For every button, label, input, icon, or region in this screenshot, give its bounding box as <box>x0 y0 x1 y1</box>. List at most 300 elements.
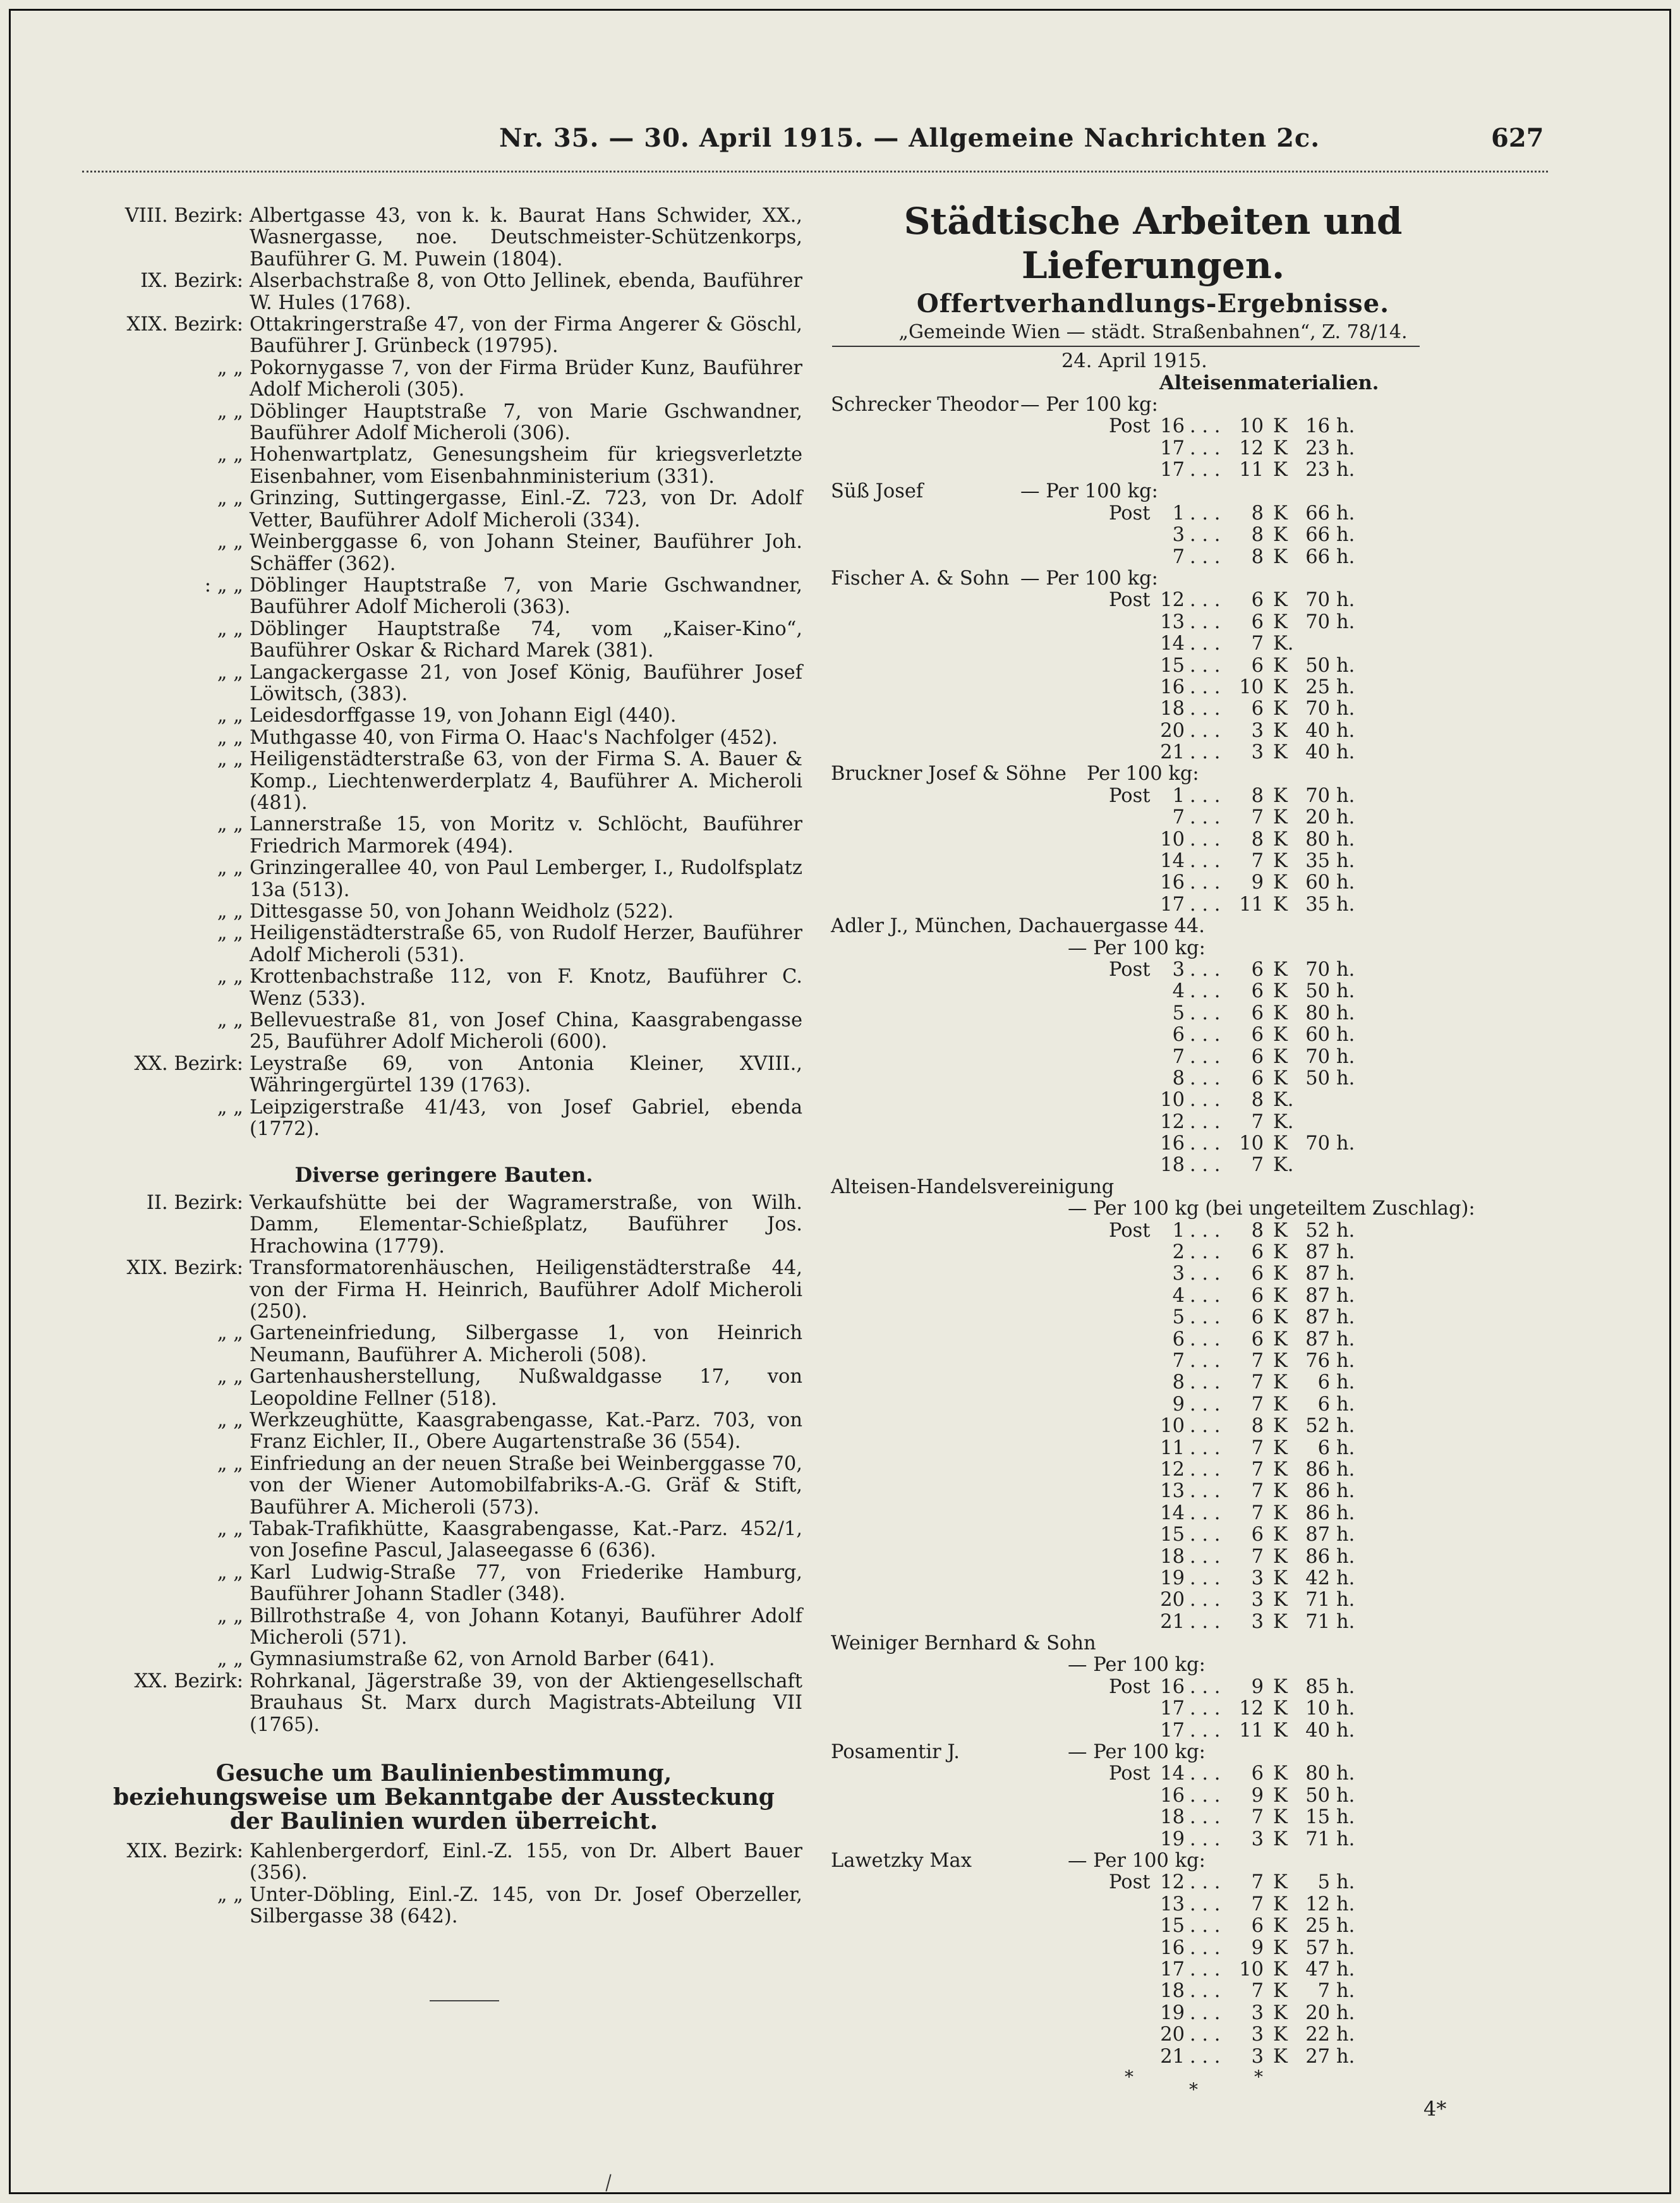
leader-dots: . . . <box>1190 415 1221 438</box>
price-unit: — Per 100 kg: <box>1068 1849 1206 1872</box>
firm-block <box>831 394 1475 482</box>
heller-unit: h. <box>1336 1958 1355 1981</box>
heller-value: 70 <box>1305 1045 1330 1068</box>
lot-number: 5 <box>1172 1002 1185 1024</box>
heller-unit: h. <box>1336 806 1355 829</box>
leader-dots: . . . <box>1190 1350 1221 1372</box>
leader-dots: . . . <box>1190 828 1221 851</box>
entry-text: Langackergasse 21, von Josef König, Bauführer Josef Löwitsch, (383). <box>250 661 802 705</box>
lot-number: 20 <box>1160 1589 1185 1611</box>
lot-number: 14 <box>1160 1502 1185 1524</box>
heller-unit: h. <box>1336 2045 1355 2068</box>
heller-unit: h. <box>1336 1936 1355 1959</box>
leader-dots: . . . <box>1190 719 1221 742</box>
kronen-unit: K. <box>1273 1089 1294 1112</box>
kronen-value: 6 <box>1251 1002 1264 1024</box>
heller-value: 86 <box>1305 1545 1330 1568</box>
heller-value: 87 <box>1305 1306 1330 1329</box>
heller-value: 57 <box>1305 1936 1330 1959</box>
kronen-value: 9 <box>1251 1784 1264 1807</box>
heller-value: 52 <box>1305 1415 1330 1438</box>
star-mark: * <box>1189 2079 1198 2100</box>
heller-value: 5 <box>1317 1871 1330 1894</box>
kronen-unit: K <box>1273 1436 1288 1459</box>
register-entry <box>85 923 802 966</box>
entry-text: Werkzeughütte, Kaasgrabengasse, Kat.-Parz. 703, von Franz Eichler, II., Obere Augartenstraße 36 (554). <box>250 1409 802 1453</box>
lot-number: 1 <box>1172 784 1185 807</box>
leader-dots: . . . <box>1190 1219 1221 1242</box>
entry-text: Alserbachstraße 8, von Otto Jellinek, ebenda, Bauführer W. Hules (1768). <box>250 270 802 314</box>
heller-value: 87 <box>1305 1284 1330 1307</box>
heller-value: 87 <box>1305 1524 1330 1546</box>
entry-text: Kahlenbergerdorf, Einl.-Z. 155, von Dr. Albert Bauer (356). <box>250 1840 802 1884</box>
kronen-value: 3 <box>1251 2001 1264 2024</box>
heller-value: 70 <box>1305 589 1330 612</box>
lot-number: 17 <box>1160 1697 1185 1720</box>
leader-dots: . . . <box>1190 1132 1221 1155</box>
kronen-value: 6 <box>1251 980 1264 1003</box>
column-end-rule <box>430 2000 499 2001</box>
leader-dots: . . . <box>1190 1675 1221 1698</box>
kronen-value: 8 <box>1251 784 1264 807</box>
kronen-unit: K <box>1273 1350 1288 1372</box>
leader-dots: . . . <box>1190 589 1221 612</box>
price-row <box>831 1372 1475 1393</box>
heller-unit: h. <box>1336 1763 1355 1785</box>
entry-district: VIII. Bezirk: <box>124 205 243 227</box>
heller-unit: h. <box>1336 1067 1355 1089</box>
kronen-value: 7 <box>1251 1545 1264 1568</box>
heller-value: 40 <box>1305 719 1330 742</box>
heller-unit: h. <box>1336 1784 1355 1807</box>
kronen-value: 7 <box>1251 1480 1264 1503</box>
leader-dots: . . . <box>1190 784 1221 807</box>
leader-dots: . . . <box>1190 958 1221 981</box>
register-entry <box>85 749 802 814</box>
lot-number: 6 <box>1172 1328 1185 1350</box>
sub-heading: Offertverhandlungs-Ergebnisse. <box>916 289 1390 319</box>
leader-dots: . . . <box>1190 1415 1221 1438</box>
price-row <box>831 1350 1475 1372</box>
kronen-unit: K <box>1273 437 1288 459</box>
lot-number: 20 <box>1160 719 1185 742</box>
entry-district: „ „ <box>217 661 243 684</box>
price-row <box>831 851 1475 872</box>
price-row <box>831 416 1475 437</box>
kronen-value: 11 <box>1239 1719 1264 1742</box>
heller-value: 70 <box>1305 610 1330 633</box>
leader-dots: . . . <box>1190 893 1221 916</box>
heller-unit: h. <box>1336 1263 1355 1285</box>
kronen-unit: K <box>1273 1915 1288 1938</box>
kronen-value: 7 <box>1251 806 1264 829</box>
entry-district: „ „ <box>217 1561 243 1584</box>
price-row <box>831 459 1475 481</box>
kronen-value: 9 <box>1251 1675 1264 1698</box>
heller-value: 35 <box>1305 850 1330 873</box>
price-row <box>831 525 1475 546</box>
entry-district: „ „ <box>217 1322 243 1345</box>
register-entry <box>85 1366 802 1410</box>
heller-value: 6 <box>1317 1393 1330 1416</box>
price-row <box>831 547 1475 568</box>
price-row <box>831 1459 1475 1481</box>
leader-dots: . . . <box>1190 1871 1221 1894</box>
lot-number: 16 <box>1160 871 1185 894</box>
lot-number: 7 <box>1172 1350 1185 1372</box>
leader-dots: . . . <box>1190 2045 1221 2068</box>
firm-block <box>831 568 1475 764</box>
kronen-unit: K. <box>1273 633 1294 655</box>
entry-district: IX. Bezirk: <box>140 270 243 293</box>
entry-district: „ „ <box>217 857 243 880</box>
kronen-value: 7 <box>1251 1502 1264 1524</box>
lot-number: 21 <box>1160 2045 1185 2068</box>
register-entry <box>85 619 802 662</box>
leader-dots: . . . <box>1190 1763 1221 1785</box>
kronen-value: 9 <box>1251 1936 1264 1959</box>
entry-district: „ „ <box>217 726 243 749</box>
entry-district: „ „ <box>217 748 243 771</box>
kronen-value: 7 <box>1251 1980 1264 2003</box>
heller-value: 40 <box>1305 1719 1330 1742</box>
heller-unit: h. <box>1336 676 1355 698</box>
price-unit: — Per 100 kg: <box>1020 567 1158 590</box>
lot-number: 21 <box>1160 741 1185 764</box>
firm-block <box>831 763 1475 916</box>
firm-head <box>831 568 1475 590</box>
kronen-unit: K <box>1273 1067 1288 1089</box>
kronen-unit: K <box>1273 719 1288 742</box>
register-entry <box>85 966 802 1010</box>
heller-value: 85 <box>1305 1675 1330 1698</box>
offer-results <box>831 394 1475 2068</box>
firm-head <box>831 1742 1475 1763</box>
price-row <box>831 2024 1475 2046</box>
post-label: Post <box>1109 589 1151 612</box>
heller-value: 20 <box>1305 2001 1330 2024</box>
kronen-unit: K <box>1273 676 1288 698</box>
entry-district: „ „ <box>217 922 243 945</box>
entry-text: Grinzing, Suttingergasse, Einl.-Z. 723, von Dr. Adolf Vetter, Bauführer Adolf Micheroli (334). <box>250 487 802 531</box>
heller-unit: h. <box>1336 784 1355 807</box>
entry-district: XIX. Bezirk: <box>126 313 243 336</box>
kronen-value: 3 <box>1251 2045 1264 2068</box>
heller-unit: h. <box>1336 545 1355 568</box>
kronen-value: 6 <box>1251 1915 1264 1938</box>
kronen-unit: K <box>1273 589 1288 612</box>
heller-value: 50 <box>1305 980 1330 1003</box>
register-entry <box>85 444 802 488</box>
price-row <box>831 1915 1475 1937</box>
leader-dots: . . . <box>1190 1480 1221 1503</box>
leader-dots: . . . <box>1190 1089 1221 1112</box>
reference-line: „Gemeinde Wien — städt. Straßenbahnen“, Z. 78/14. <box>898 321 1408 343</box>
leader-dots: . . . <box>1190 1284 1221 1307</box>
leader-dots: . . . <box>1190 2001 1221 2024</box>
firm-head <box>831 916 1475 937</box>
kronen-unit: K <box>1273 1045 1288 1068</box>
entry-district: XX. Bezirk: <box>134 1052 243 1075</box>
leader-dots: . . . <box>1190 1371 1221 1394</box>
heller-value: 22 <box>1305 2024 1330 2046</box>
lot-number: 2 <box>1172 1241 1185 1264</box>
firm-name: Alteisen-Handelsvereinigung <box>831 1175 1115 1198</box>
register-entry <box>85 705 802 727</box>
leader-dots: . . . <box>1190 1306 1221 1329</box>
kronen-unit: K <box>1273 1284 1288 1307</box>
register-entry <box>85 901 802 923</box>
lot-number: 12 <box>1160 1110 1185 1133</box>
price-row <box>831 720 1475 742</box>
leader-dots: . . . <box>1190 741 1221 764</box>
entry-text: Heiligenstädterstraße 63, von der Firma S. A. Bauer & Komp., Liechtenwerderplatz 4, Bauführer A. Micheroli (481). <box>250 748 802 814</box>
kronen-unit: K <box>1273 1132 1288 1155</box>
kronen-unit: K <box>1273 1458 1288 1481</box>
price-row <box>831 1242 1475 1263</box>
heller-value: 76 <box>1305 1350 1330 1372</box>
kronen-unit: K <box>1273 1306 1288 1329</box>
heller-unit: h. <box>1336 1132 1355 1155</box>
leader-dots: . . . <box>1190 1610 1221 1633</box>
kronen-unit: K <box>1273 741 1288 764</box>
price-row <box>831 1589 1475 1611</box>
price-row <box>831 1089 1475 1111</box>
leader-dots: . . . <box>1190 2024 1221 2046</box>
heller-unit: h. <box>1336 958 1355 981</box>
price-row <box>831 1155 1475 1176</box>
lot-number: 7 <box>1172 545 1185 568</box>
heller-value: 80 <box>1305 1002 1330 1024</box>
entry-text: Leystraße 69, von Antonia Kleiner, XVIII., Währingergürtel 139 (1763). <box>250 1052 802 1097</box>
heller-value: 47 <box>1305 1958 1330 1981</box>
firm-name: Fischer A. & Sohn <box>831 567 1010 590</box>
entry-text: Döblinger Hauptstraße 7, von Marie Gschwandner, Bauführer Adolf Micheroli (306). <box>250 400 802 445</box>
leader-dots: . . . <box>1190 1915 1221 1938</box>
price-unit: — Per 100 kg (bei ungeteiltem Zuschlag): <box>1068 1198 1475 1220</box>
price-row <box>831 1263 1475 1285</box>
entry-district: „ „ <box>217 444 243 466</box>
firm-block <box>831 1850 1475 2068</box>
building-lines-list <box>85 1841 802 1928</box>
lot-number: 17 <box>1160 1719 1185 1742</box>
post-label: Post <box>1109 1675 1151 1698</box>
entry-district: „ „ <box>217 901 243 923</box>
lot-number: 11 <box>1160 1436 1185 1459</box>
leader-dots: . . . <box>1190 1567 1221 1589</box>
heller-unit: h. <box>1336 1415 1355 1438</box>
lot-number: 17 <box>1160 1958 1185 1981</box>
register-entry <box>85 727 802 749</box>
heller-value: 6 <box>1317 1371 1330 1394</box>
heller-value: 20 <box>1305 806 1330 829</box>
heller-value: 66 <box>1305 502 1330 525</box>
entry-district: XIX. Bezirk: <box>126 1257 243 1280</box>
entry-district: „ „ <box>217 813 243 836</box>
entry-text: Lannerstraße 15, von Moritz v. Schlöcht, Bauführer Friedrich Marmorek (494). <box>250 813 802 858</box>
lot-number: 5 <box>1172 1306 1185 1329</box>
price-row <box>831 1481 1475 1502</box>
leader-dots: . . . <box>1190 1436 1221 1459</box>
leader-dots: . . . <box>1190 1697 1221 1720</box>
kronen-value: 6 <box>1251 1284 1264 1307</box>
kronen-unit: K <box>1273 828 1288 851</box>
kronen-value: 3 <box>1251 1828 1264 1850</box>
lot-number: 8 <box>1172 1067 1185 1089</box>
kronen-value: 6 <box>1251 654 1264 677</box>
kronen-unit: K <box>1273 1328 1288 1350</box>
lot-number: 13 <box>1160 1480 1185 1503</box>
kronen-value: 6 <box>1251 958 1264 981</box>
kronen-value: 6 <box>1251 1763 1264 1785</box>
heller-value: 86 <box>1305 1502 1330 1524</box>
price-unit: — Per 100 kg: <box>1068 1741 1206 1764</box>
kronen-unit: K <box>1273 545 1288 568</box>
price-row <box>831 829 1475 851</box>
star-mark: * <box>1254 2066 1263 2087</box>
firm-name: Lawetzky Max <box>831 1849 972 1872</box>
post-label: Post <box>1109 958 1151 981</box>
entry-district: „ „ <box>217 705 243 727</box>
kronen-value: 6 <box>1251 610 1264 633</box>
leader-dots: . . . <box>1190 1002 1221 1024</box>
firm-name: Schrecker Theodor <box>831 393 1019 416</box>
entry-district: „ „ <box>217 1009 243 1032</box>
entry-district: „ „ <box>217 400 243 423</box>
kronen-unit: K <box>1273 1893 1288 1915</box>
heller-unit: h. <box>1336 698 1355 720</box>
lot-number: 18 <box>1160 1806 1185 1829</box>
minor-buildings-list <box>85 1193 802 1736</box>
lot-number: 16 <box>1160 1784 1185 1807</box>
lot-number: 10 <box>1160 1415 1185 1438</box>
kronen-unit: K <box>1273 1524 1288 1546</box>
material-heading: Alteisenmaterialien. <box>1159 372 1379 395</box>
entry-district: : „ „ <box>204 574 243 597</box>
price-row <box>831 612 1475 633</box>
lot-number: 14 <box>1160 633 1185 655</box>
entry-text: Billrothstraße 4, von Johann Kotanyi, Bauführer Adolf Micheroli (571). <box>250 1605 802 1649</box>
register-entry <box>85 1010 802 1053</box>
heller-unit: h. <box>1336 1675 1355 1698</box>
kronen-unit: K <box>1273 1024 1288 1047</box>
price-row <box>831 677 1475 698</box>
price-row <box>831 633 1475 655</box>
building-permits-list <box>85 205 802 1140</box>
entry-district: „ „ <box>217 617 243 640</box>
heller-value: 23 <box>1305 458 1330 481</box>
heller-unit: h. <box>1336 1306 1355 1329</box>
heller-unit: h. <box>1336 719 1355 742</box>
entry-text: Dittesgasse 50, von Johann Weidholz (522). <box>250 901 674 923</box>
kronen-unit: K <box>1273 1545 1288 1568</box>
lot-number: 10 <box>1160 1089 1185 1112</box>
entry-text: Muthgasse 40, von Firma O. Haac's Nachfolger (452). <box>250 726 778 749</box>
kronen-unit: K <box>1273 2001 1288 2024</box>
price-row <box>831 1611 1475 1633</box>
price-row <box>831 438 1475 459</box>
kronen-value: 7 <box>1251 1350 1264 1372</box>
price-row <box>831 1220 1475 1242</box>
left-column <box>85 205 802 1928</box>
kronen-unit: K <box>1273 784 1288 807</box>
reference-rule <box>832 346 1420 347</box>
price-row <box>831 2046 1475 2068</box>
heller-unit: h. <box>1336 1024 1355 1047</box>
kronen-unit: K <box>1273 1480 1288 1503</box>
firm-head <box>831 394 1475 416</box>
price-row <box>831 698 1475 720</box>
register-entry <box>85 1671 802 1736</box>
kronen-value: 10 <box>1239 1958 1264 1981</box>
heller-value: 70 <box>1305 1132 1330 1155</box>
heller-unit: h. <box>1336 654 1355 677</box>
heller-unit: h. <box>1336 1241 1355 1264</box>
kronen-value: 7 <box>1251 1871 1264 1894</box>
kronen-value: 9 <box>1251 871 1264 894</box>
heller-value: 66 <box>1305 545 1330 568</box>
leader-dots: . . . <box>1190 980 1221 1003</box>
heller-unit: h. <box>1336 1567 1355 1589</box>
leader-dots: . . . <box>1190 1980 1221 2003</box>
lot-number: 18 <box>1160 1980 1185 2003</box>
price-row <box>831 1959 1475 1981</box>
leader-dots: . . . <box>1190 1524 1221 1546</box>
kronen-value: 3 <box>1251 2024 1264 2046</box>
heller-unit: h. <box>1336 1328 1355 1350</box>
price-row <box>831 1047 1475 1068</box>
price-row <box>831 1003 1475 1024</box>
kronen-value: 8 <box>1251 1089 1264 1112</box>
register-entry <box>85 1562 802 1606</box>
register-entry <box>85 358 802 401</box>
kronen-unit: K <box>1273 850 1288 873</box>
lot-number: 1 <box>1172 1219 1185 1242</box>
post-label: Post <box>1109 784 1151 807</box>
price-row <box>831 872 1475 894</box>
kronen-unit: K <box>1273 610 1288 633</box>
register-entry <box>85 314 802 358</box>
heller-value: 25 <box>1305 1915 1330 1938</box>
firm-name: Adler J., München, Dachauergasse 44. <box>831 915 1205 938</box>
entry-text: Tabak-Trafikhütte, Kaasgrabengasse, Kat.-Parz. 452/1, von Josefine Pascul, Jalaseegasse 6 (636). <box>250 1517 802 1562</box>
leader-dots: . . . <box>1190 806 1221 829</box>
lot-number: 15 <box>1160 654 1185 677</box>
leader-dots: . . . <box>1190 1893 1221 1915</box>
lot-number: 12 <box>1160 1871 1185 1894</box>
kronen-unit: K <box>1273 806 1288 829</box>
entry-district: II. Bezirk: <box>146 1191 243 1214</box>
kronen-value: 6 <box>1251 1306 1264 1329</box>
kronen-value: 7 <box>1251 1806 1264 1829</box>
heller-value: 50 <box>1305 1067 1330 1089</box>
lot-number: 1 <box>1172 502 1185 525</box>
lot-number: 17 <box>1160 893 1185 916</box>
leader-dots: . . . <box>1190 524 1221 547</box>
heller-unit: h. <box>1336 415 1355 438</box>
kronen-unit: K <box>1273 1415 1288 1438</box>
register-entry <box>85 531 802 575</box>
entry-text: Döblinger Hauptstraße 74, vom „Kaiser-Kino“, Bauführer Oskar & Richard Marek (381). <box>250 617 802 662</box>
lot-number: 3 <box>1172 1263 1185 1285</box>
page-header <box>0 123 1680 161</box>
heller-value: 86 <box>1305 1458 1330 1481</box>
lot-number: 19 <box>1160 1828 1185 1850</box>
kronen-unit: K <box>1273 1763 1288 1785</box>
leader-dots: . . . <box>1190 437 1221 459</box>
kronen-unit: K <box>1273 1241 1288 1264</box>
heller-value: 87 <box>1305 1328 1330 1350</box>
